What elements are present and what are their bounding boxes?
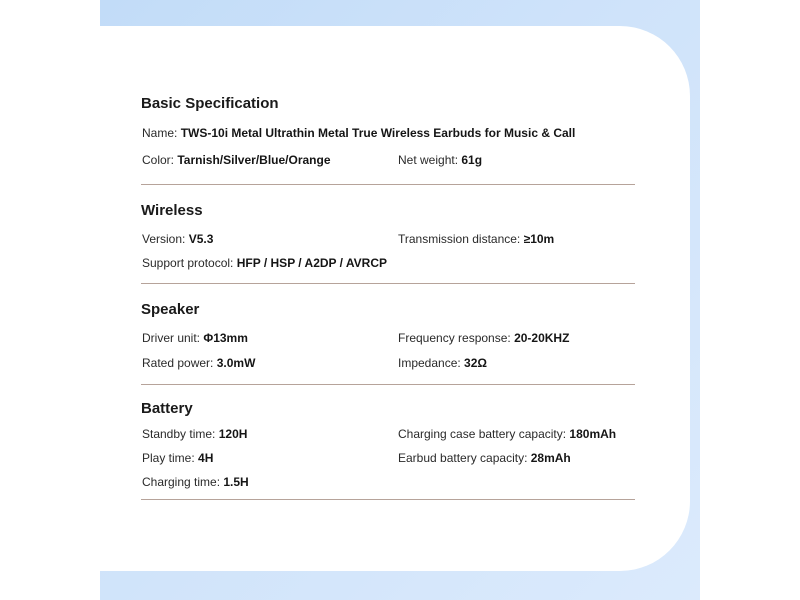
spec-value: TWS-10i Metal Ultrathin Metal True Wireless Earbuds for Music & Call (180, 126, 576, 140)
spec-value: 120H (218, 427, 248, 441)
section-title: Wireless (141, 202, 203, 219)
spec-row-earbud-capacity (398, 451, 571, 465)
spec-value: Φ13mm (203, 331, 248, 345)
spec-label: Standby time: (142, 427, 219, 441)
section-divider (141, 184, 635, 185)
spec-row-rated-power (142, 356, 255, 370)
spec-row-charging-case-capacity (398, 427, 616, 441)
spec-label: Play time: (142, 451, 199, 465)
spec-row-play-time (142, 451, 213, 465)
spec-label: Earbud battery capacity: (398, 451, 531, 465)
spec-label: Support protocol: (142, 256, 237, 270)
spec-row-driver-unit (142, 331, 248, 345)
spec-value: 180mAh (569, 427, 617, 441)
spec-label: Color: (142, 153, 178, 167)
spec-value: Tarnish/Silver/Blue/Orange (177, 153, 331, 167)
spec-row-standby-time (142, 427, 247, 441)
spec-value: HFP / HSP / A2DP / AVRCP (236, 256, 387, 270)
spec-value: 61g (461, 153, 483, 167)
spec-value: ≥10m (523, 232, 555, 246)
spec-row-impedance (398, 356, 487, 370)
spec-label: Charging case battery capacity: (398, 427, 570, 441)
spec-label: Impedance: (398, 356, 465, 370)
spec-label: Version: (142, 232, 189, 246)
spec-label: Name: (142, 126, 181, 140)
spec-label: Rated power: (142, 356, 217, 370)
section-title: Battery (141, 400, 193, 417)
spec-value: 20-20KHZ (514, 331, 570, 345)
spec-label: Charging time: (142, 475, 224, 489)
spec-label: Net weight: (398, 153, 462, 167)
spec-row-color (142, 153, 331, 167)
spec-value: 4H (198, 451, 214, 465)
spec-value: 32Ω (464, 356, 488, 370)
spec-value: 3.0mW (216, 356, 256, 370)
spec-row-name (142, 126, 575, 140)
section-title: Basic Specification (141, 95, 279, 112)
spec-label: Frequency response: (398, 331, 515, 345)
section-divider (141, 499, 635, 500)
spec-row-frequency-response (398, 331, 569, 345)
spec-value: V5.3 (188, 232, 214, 246)
spec-row-charging-time (142, 475, 249, 489)
spec-card (100, 26, 690, 571)
spec-row-net-weight (398, 153, 482, 167)
section-divider (141, 283, 635, 284)
spec-row-version (142, 232, 213, 246)
section-title: Speaker (141, 301, 200, 318)
spec-row-support-protocol (142, 256, 387, 270)
spec-label: Driver unit: (142, 331, 204, 345)
spec-row-transmission-distance (398, 232, 554, 246)
spec-value: 28mAh (530, 451, 571, 465)
section-divider (141, 384, 635, 385)
spec-value: 1.5H (223, 475, 249, 489)
spec-label: Transmission distance: (398, 232, 524, 246)
